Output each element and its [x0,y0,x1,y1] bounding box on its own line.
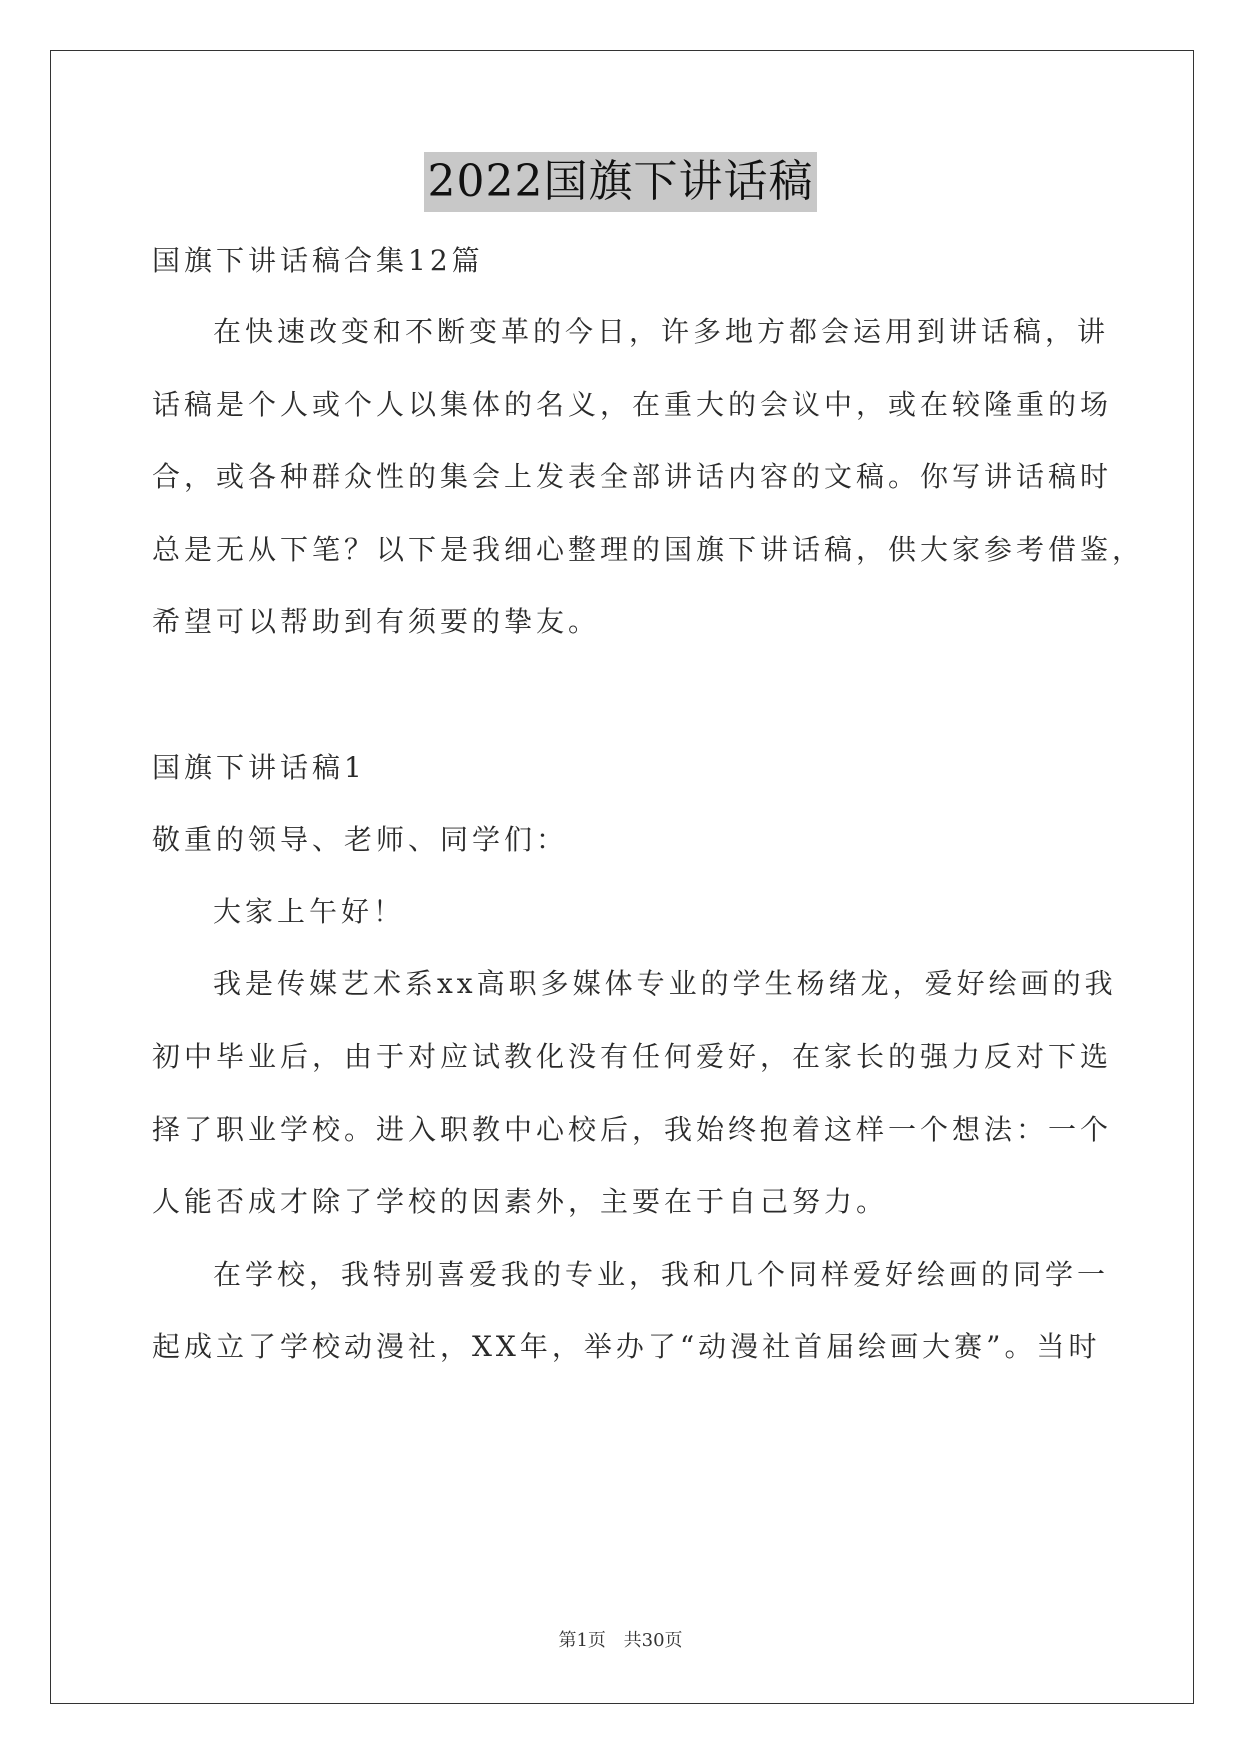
greeting: 大家上午好！ [213,895,406,928]
document-title: 2022国旗下讲话稿 [424,152,818,212]
paragraph-line: 我是传媒艺术系xx高职多媒体专业的学生杨绪龙，爱好绘画的我 [213,967,1117,1000]
paragraph-line: 话稿是个人或个人以集体的名义，在重大的会议中，或在较隆重的场 [152,388,1113,421]
paragraph-line: 在快速改变和不断变革的今日，许多地方都会运用到讲话稿，讲 [213,315,1110,348]
paragraph-line: 合，或各种群众性的集会上发表全部讲话内容的文稿。你写讲话稿时 [152,460,1113,493]
collection-heading: 国旗下讲话稿合集12篇 [152,244,484,277]
page-number: 第1页 [558,1630,606,1651]
page-total: 共30页 [623,1630,683,1651]
title-container [0,152,1241,212]
paragraph-line: 起成立了学校动漫社，XX年，举办了“动漫社首届绘画大赛”。当时 [152,1330,1101,1363]
section-heading: 国旗下讲话稿1 [152,751,366,784]
paragraph-line: 择了职业学校。进入职教中心校后，我始终抱着这样一个想法：一个 [152,1113,1113,1146]
paragraph-line: 希望可以帮助到有须要的挚友。 [152,605,601,638]
paragraph-line: 在学校，我特别喜爱我的专业，我和几个同样爱好绘画的同学一 [213,1258,1110,1291]
paragraph-line: 总是无从下笔？以下是我细心整理的国旗下讲话稿，供大家参考借鉴， [152,533,1145,566]
paragraph-line: 人能否成才除了学校的因素外，主要在于自己努力。 [152,1185,889,1218]
page-border [50,50,1194,1704]
paragraph-line: 初中毕业后，由于对应试教化没有任何爱好，在家长的强力反对下选 [152,1040,1113,1073]
salutation: 敬重的领导、老师、同学们： [152,823,569,856]
page-footer [0,1626,1241,1652]
